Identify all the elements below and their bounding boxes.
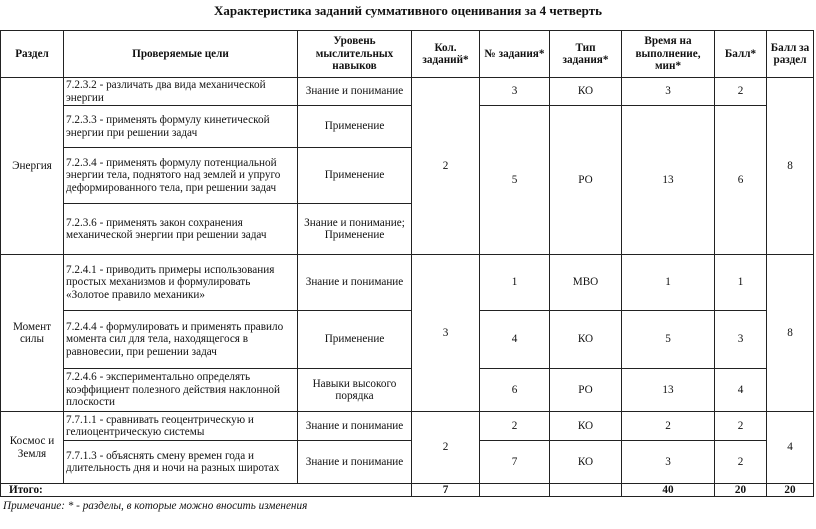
- task-time: 13: [622, 369, 715, 412]
- task-time: 1: [622, 255, 715, 311]
- goal-cell: 7.7.1.3 - объяснять смену времен года и длительность дня и ночи на разных широтах: [64, 441, 298, 484]
- assessment-table: [0, 30, 814, 497]
- task-num: 5: [480, 106, 550, 255]
- header-count: Кол. заданий*: [412, 31, 480, 78]
- level-cell: Знание и понимание: [298, 441, 412, 484]
- task-count: 2: [412, 412, 480, 484]
- total-count: 7: [412, 484, 480, 497]
- task-time: 5: [622, 311, 715, 369]
- total-section-score: 20: [767, 484, 814, 497]
- section-name: Энергия: [1, 78, 64, 255]
- footnote: Примечание: * - разделы, в которые можно вносить изменения: [3, 500, 308, 512]
- header-row: [1, 31, 814, 78]
- task-type: КО: [550, 78, 622, 106]
- table-row: [1, 441, 814, 484]
- header-level: Уровень мыслительных навыков: [298, 31, 412, 78]
- task-score: 6: [715, 106, 767, 255]
- header-section-score: Балл за раздел: [767, 31, 814, 78]
- level-cell: Знание и понимание; Применение: [298, 204, 412, 255]
- goal-cell: 7.2.3.6 - применять закон сохранения механической энергии при решении задач: [64, 204, 298, 255]
- goal-cell: 7.2.4.4 - формулировать и применять правило момента сил для тела, находящегося в равновесии, при решении задач: [64, 311, 298, 369]
- goal-cell: 7.2.4.6 - экспериментально определять коэффициент полезного действия наклонной плоскости: [64, 369, 298, 412]
- task-num: 7: [480, 441, 550, 484]
- level-cell: Знание и понимание: [298, 78, 412, 106]
- table-row: [1, 255, 814, 311]
- table-row: [1, 106, 814, 148]
- task-score: 2: [715, 78, 767, 106]
- header-type: Тип задания*: [550, 31, 622, 78]
- level-cell: Знание и понимание: [298, 255, 412, 311]
- total-label: Итого:: [1, 484, 412, 497]
- task-time: 2: [622, 412, 715, 441]
- goal-cell: 7.2.4.1 - приводить примеры использования простых механизмов и формулировать «Золотое правило механики»: [64, 255, 298, 311]
- goal-cell: 7.2.3.3 - применять формулу кинетической энергии при решении задач: [64, 106, 298, 148]
- task-count: 2: [412, 78, 480, 255]
- task-score: 3: [715, 311, 767, 369]
- task-type: КО: [550, 412, 622, 441]
- table-row: [1, 78, 814, 106]
- table-row: [1, 311, 814, 369]
- task-num: 2: [480, 412, 550, 441]
- goal-cell: 7.2.3.4 - применять формулу потенциальной энергии тела, поднятого над землей и упруго деформированного тела, при решении задач: [64, 148, 298, 204]
- total-time: 40: [622, 484, 715, 497]
- goal-cell: 7.2.3.2 - различать два вида механической энергии: [64, 78, 298, 106]
- task-time: 13: [622, 106, 715, 255]
- table-row: [1, 369, 814, 412]
- task-score: 4: [715, 369, 767, 412]
- section-score: 4: [767, 412, 814, 484]
- task-type: РО: [550, 106, 622, 255]
- section-name: Космос и Земля: [1, 412, 64, 484]
- table-row: [1, 412, 814, 441]
- level-cell: Применение: [298, 106, 412, 148]
- task-score: 1: [715, 255, 767, 311]
- header-goals: Проверяемые цели: [64, 31, 298, 78]
- task-num: 6: [480, 369, 550, 412]
- task-type: РО: [550, 369, 622, 412]
- total-score: 20: [715, 484, 767, 497]
- header-section: Раздел: [1, 31, 64, 78]
- task-type: МВО: [550, 255, 622, 311]
- level-cell: Навыки высокого порядка: [298, 369, 412, 412]
- total-row: [1, 484, 814, 497]
- task-time: 3: [622, 441, 715, 484]
- goal-cell: 7.7.1.1 - сравнивать геоцентрическую и гелиоцентрическую системы: [64, 412, 298, 441]
- task-score: 2: [715, 441, 767, 484]
- task-count: 3: [412, 255, 480, 412]
- header-score: Балл*: [715, 31, 767, 78]
- header-time: Время на выполнение, мин*: [622, 31, 715, 78]
- task-score: 2: [715, 412, 767, 441]
- level-cell: Применение: [298, 311, 412, 369]
- level-cell: Знание и понимание: [298, 412, 412, 441]
- section-name: Момент силы: [1, 255, 64, 412]
- page-title: Характеристика заданий суммативного оценивания за 4 четверть: [214, 3, 602, 18]
- task-num: 3: [480, 78, 550, 106]
- task-num: 4: [480, 311, 550, 369]
- task-num: 1: [480, 255, 550, 311]
- task-type: КО: [550, 311, 622, 369]
- task-time: 3: [622, 78, 715, 106]
- task-type: КО: [550, 441, 622, 484]
- header-num: № задания*: [480, 31, 550, 78]
- level-cell: Применение: [298, 148, 412, 204]
- section-score: 8: [767, 255, 814, 412]
- section-score: 8: [767, 78, 814, 255]
